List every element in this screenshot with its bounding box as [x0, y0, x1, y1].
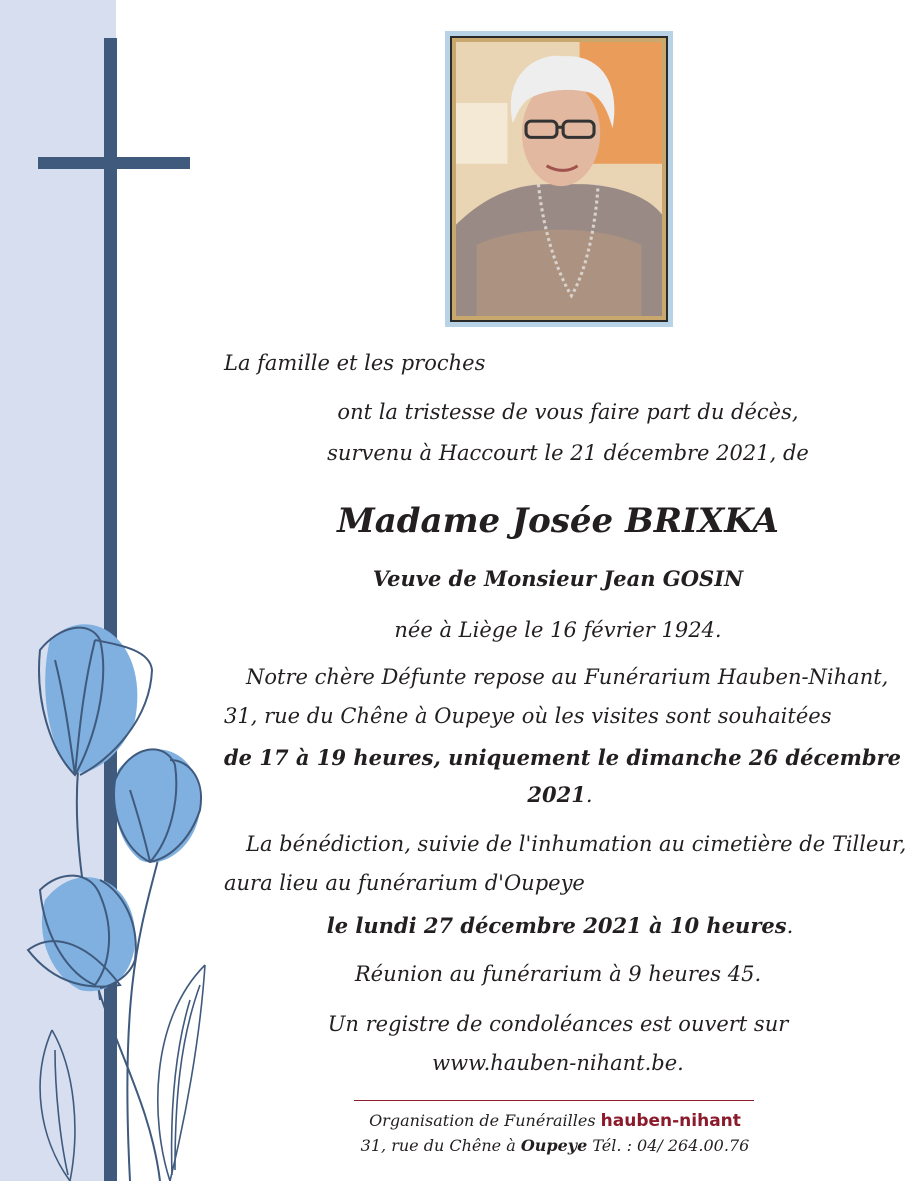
portrait-mat [450, 36, 668, 322]
footer-address [340, 1135, 770, 1157]
footer-org-label: Organisation de Funérailles [369, 1111, 596, 1130]
ceremony-date: le lundi 27 décembre 2021 à 10 heures [326, 913, 787, 938]
footer-organisation [340, 1110, 770, 1132]
announcement-line-2: survenu à Haccourt le 21 décembre 2021, de [327, 441, 809, 465]
footer-address-prefix: 31, rue du Chêne à [360, 1136, 516, 1155]
brand-logo-text: hauben-nihant [600, 1111, 741, 1131]
birth-line: née à Liège le 16 février 1924. [394, 618, 722, 642]
ceremony-line-1: La bénédiction, suivie de l'inhumation au cimetière de Tilleur, [246, 832, 907, 856]
footer-phone: Tél. : 04/ 264.00.76 [592, 1136, 750, 1155]
portrait-frame [445, 31, 673, 327]
ceremony-date-line [224, 912, 896, 940]
tulip-top [39, 624, 152, 775]
visiting-year-period: . [585, 783, 593, 807]
repose-line-2: 31, rue du Chêne à Oupeye où les visites sont souhaitées [224, 704, 832, 728]
tulip-middle [114, 749, 201, 862]
ceremony-date-period: . [786, 914, 794, 938]
visiting-hours-line: de 17 à 19 heures, uniquement le dimanche 26 décembre [224, 745, 901, 770]
widow-of-line: Veuve de Monsieur Jean GOSIN [372, 566, 744, 591]
meeting-line: Réunion au funérarium à 9 heures 45. [354, 962, 762, 986]
registry-url[interactable]: www.hauben-nihant.be. [432, 1051, 684, 1075]
visiting-hours-year-line [224, 781, 896, 809]
deceased-name: Madame Josée BRIXKA [337, 501, 779, 541]
portrait-photo [456, 42, 662, 316]
footer-address-city: Oupeye [520, 1136, 588, 1155]
ceremony-line-2: aura lieu au funérarium d'Oupeye [224, 871, 585, 895]
intro-line: La famille et les proches [224, 351, 486, 375]
cross-horizontal [38, 157, 190, 169]
announcement-line-1: ont la tristesse de vous faire part du décès, [337, 400, 799, 424]
footer-divider [354, 1100, 754, 1101]
visiting-year: 2021 [527, 782, 586, 807]
tulip-lower [28, 876, 136, 992]
repose-line-1: Notre chère Défunte repose au Funérarium Hauben-Nihant, [246, 665, 889, 689]
registry-line-1: Un registre de condoléances est ouvert sur [327, 1012, 789, 1036]
cross-and-tulips-decoration [0, 0, 230, 1181]
